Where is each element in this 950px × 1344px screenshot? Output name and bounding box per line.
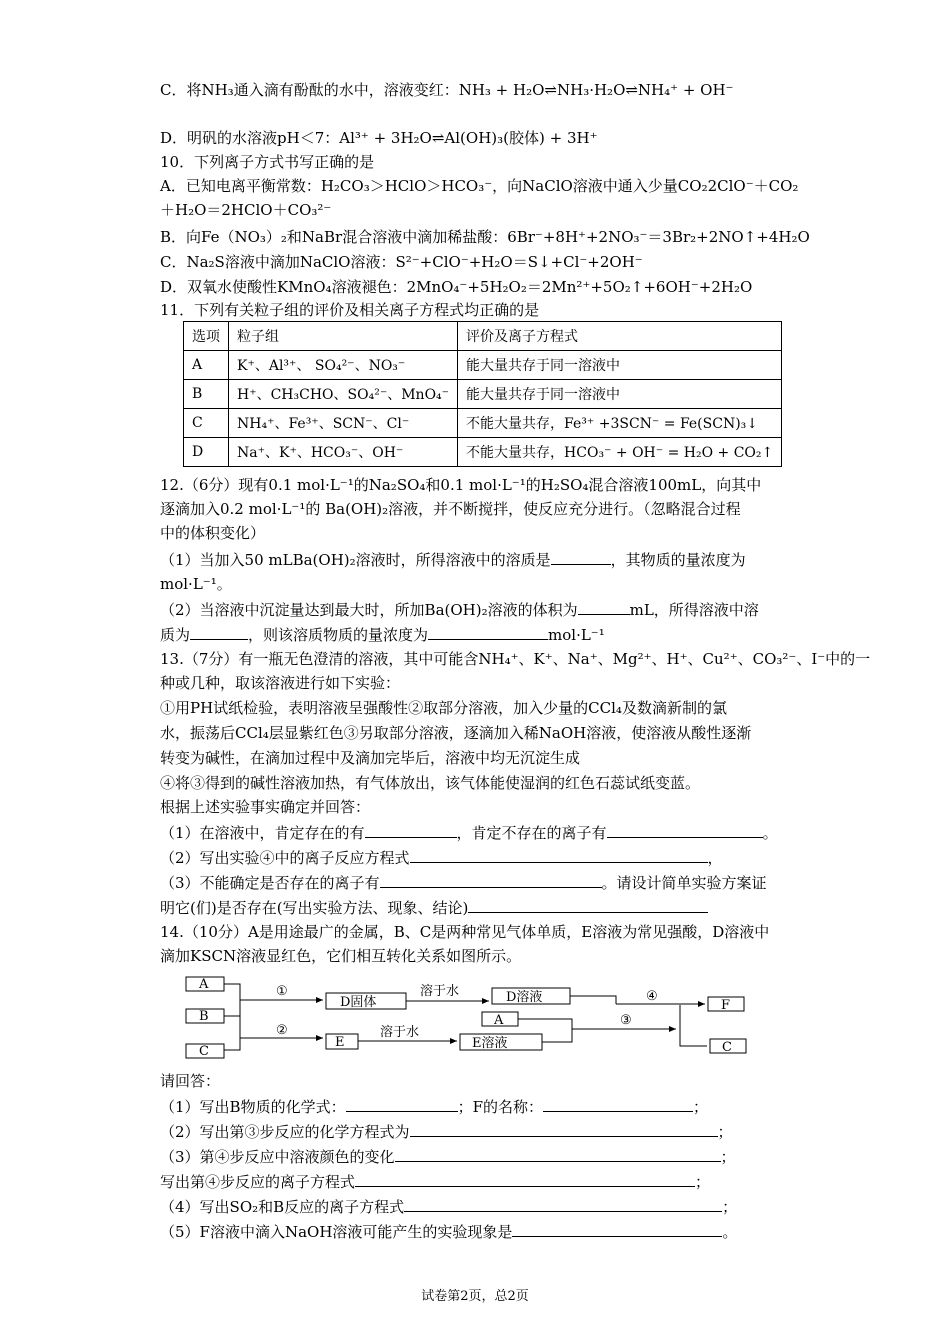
answer-blank[interactable] xyxy=(380,872,602,888)
answer-blank[interactable] xyxy=(365,822,457,838)
answer-blank[interactable] xyxy=(428,624,548,640)
label-dissolve-2: 溶于水 xyxy=(380,1025,420,1040)
answer-blank[interactable] xyxy=(190,624,248,640)
q13-line-4: 水，振荡后CCl₄层显紫红色③另取部分溶液，逐滴加入稀NaOH溶液，使溶液从酸性逐渐 xyxy=(160,724,752,742)
table-cell: 不能大量共存，HCO₃⁻ + OH⁻ = H₂O + CO₂↑ xyxy=(458,438,782,467)
label-step-3: ③ xyxy=(620,1013,632,1028)
q14-part-3-cont: 写出第④步反应的离子方程式 ； xyxy=(160,1173,711,1191)
q12-line-3: 中的体积变化） xyxy=(160,524,266,542)
table-cell: A xyxy=(184,351,229,380)
table-cell: Na⁺、K⁺、HCO₃⁻、OH⁻ xyxy=(229,438,458,467)
q12-line-1: 12.（6分）现有0.1 mol·L⁻¹的Na₂SO₄和0.1 mol·L⁻¹的H₂SO₄混合溶液100mL，向其中 xyxy=(160,476,762,494)
label-step-4: ④ xyxy=(646,989,658,1004)
label-step-1: ① xyxy=(276,984,288,999)
reaction-flow-diagram xyxy=(180,974,780,1066)
q14-part-4: （4）写出SO₂和B反应的离子方程式 ； xyxy=(160,1198,738,1216)
answer-blank[interactable] xyxy=(410,847,708,863)
q13-line-2: 种或几种，取该溶液进行如下实验： xyxy=(160,674,401,692)
table-header: 粒子组 xyxy=(229,322,458,351)
answer-blank[interactable] xyxy=(543,1096,693,1112)
table-row xyxy=(184,409,782,438)
q12-part-1: （1）当加入50 mLBa(OH)₂溶液时，所得溶液中的溶质是 ，其物质的量浓度为 xyxy=(160,551,746,569)
q14-line-1: 14.（10分）A是用途最广的金属，B、C是两种常见气体单质，E溶液为常见强酸，D溶液中 xyxy=(160,923,770,941)
connector-fc xyxy=(680,1005,707,1046)
answer-blank[interactable] xyxy=(410,1121,718,1137)
label-c-2: C xyxy=(722,1040,732,1055)
answer-blank[interactable] xyxy=(551,549,611,565)
q13-line-5: 转变为碱性，在滴加过程中及滴加完毕后，溶液中均无沉淀生成 xyxy=(160,749,581,767)
table-header: 评价及离子方程式 xyxy=(458,322,782,351)
q12-part-2: （2）当溶液中沉淀量达到最大时，所加Ba(OH)₂溶液的体积为 mL，所得溶液中溶 xyxy=(160,601,759,619)
option-c-line: C．将NH₃通入滴有酚酞的水中，溶液变红：NH₃ + H₂O⇌NH₃·H₂O⇌NH₄⁺ + OH⁻ xyxy=(160,81,734,99)
q14-line-2: 滴加KSCN溶液显红色，它们相互转化关系如图所示。 xyxy=(160,947,522,965)
answer-blank[interactable] xyxy=(512,1221,722,1237)
table-cell: B xyxy=(184,380,229,409)
q10-option-a: A．已知电离平衡常数：H₂CO₃＞HClO＞HCO₃⁻，向NaClO溶液中通入少量CO₂2ClO⁻＋CO₂ xyxy=(160,177,799,195)
bracket-ae xyxy=(518,1019,572,1042)
q10-option-c: C．Na₂S溶液中滴加NaClO溶液：S²⁻+ClO⁻+H₂O＝S↓+Cl⁻+2OH⁻ xyxy=(160,253,643,271)
table-cell: 能大量共存于同一溶液中 xyxy=(458,351,782,380)
q12-part-1-unit: mol·L⁻¹。 xyxy=(160,575,232,593)
table-header-row xyxy=(184,322,782,351)
q14-part-3: （3）第④步反应中溶液颜色的变化 ； xyxy=(160,1148,736,1166)
answer-blank[interactable] xyxy=(468,897,708,913)
label-d-solution: D溶液 xyxy=(506,990,543,1005)
table-cell: NH₄⁺、Fe³⁺、SCN⁻、Cl⁻ xyxy=(229,409,458,438)
answer-blank[interactable] xyxy=(607,822,763,838)
evaluation-table xyxy=(183,321,782,467)
answer-blank[interactable] xyxy=(355,1171,695,1187)
page-footer: 试卷第2页，总2页 xyxy=(421,1289,529,1304)
table-cell: 不能大量共存，Fe³⁺ +3SCN⁻ = Fe(SCN)₃↓ xyxy=(458,409,782,438)
label-e-solution: E溶液 xyxy=(472,1036,508,1051)
q14-part-5: （5）F溶液中滴入NaOH溶液可能产生的实验现象是 。 xyxy=(160,1223,738,1241)
label-a: A xyxy=(199,977,209,992)
q12-part-2-cont: 质为 ，则该溶质物质的量浓度为 mol·L⁻¹ xyxy=(160,626,605,644)
label-c: C xyxy=(199,1044,209,1059)
bracket-ab xyxy=(224,984,240,1016)
table-row xyxy=(184,438,782,467)
label-d-solid: D固体 xyxy=(340,995,377,1010)
answer-blank[interactable] xyxy=(395,1146,721,1162)
bracket-bc xyxy=(224,1016,240,1050)
q13-part-3-cont: 明它(们)是否存在(写出实验方法、现象、结论) xyxy=(160,897,708,918)
answer-blank[interactable] xyxy=(404,1196,722,1212)
q13-part-1: （1）在溶液中，肯定存在的有 ，肯定不存在的离子有 。 xyxy=(160,824,778,842)
q13-line-3: ①用PH试纸检验，表明溶液呈强酸性②取部分溶液，加入少量的CCl₄及数滴新制的氯 xyxy=(160,699,727,717)
q11-title: 11．下列有关粒子组的评价及相关离子方程式均正确的是 xyxy=(160,301,540,319)
q13-part-2: （2）写出实验④中的离子反应方程式 ， xyxy=(160,849,723,867)
q13-line-7: 根据上述实验事实确定并回答： xyxy=(160,798,371,816)
q13-line-6: ④将③得到的碱性溶液加热，有气体放出，该气体能使湿润的红色石蕊试纸变蓝。 xyxy=(160,774,701,792)
label-step-2: ② xyxy=(276,1023,288,1038)
label-a-2: A xyxy=(494,1013,504,1028)
table-cell: K⁺、Al³⁺、 SO₄²⁻、NO₃⁻ xyxy=(229,351,458,380)
answer-blank[interactable] xyxy=(578,599,630,615)
q14-part-2: （2）写出第③步反应的化学方程式为 ； xyxy=(160,1123,733,1141)
label-f: F xyxy=(721,998,731,1013)
label-b: B xyxy=(199,1009,209,1024)
q10-option-b: B．向Fe（NO₃）₂和NaBr混合溶液中滴加稀盐酸：6Br⁻+8H⁺+2NO₃⁻＝3Br₂+2NO↑+4H₂O xyxy=(160,228,810,246)
q13-part-3: （3）不能确定是否存在的离子有 。请设计简单实验方案证 xyxy=(160,874,767,892)
q14-ask: 请回答： xyxy=(160,1072,221,1090)
q10-option-d: D．双氧水使酸性KMnO₄溶液褪色：2MnO₄⁻+5H₂O₂＝2Mn²⁺+5O₂↑+6OH⁻+2H₂O xyxy=(160,278,753,296)
q10-title: 10．下列离子方式书写正确的是 xyxy=(160,153,375,171)
q10-option-a-cont: ＋H₂O＝2HClO＋CO₃²⁻ xyxy=(160,201,332,219)
connector-d xyxy=(570,996,616,1004)
label-e: E xyxy=(335,1035,345,1050)
table-header: 选项 xyxy=(184,322,229,351)
table-cell: C xyxy=(184,409,229,438)
table-cell: H⁺、CH₃CHO、SO₄²⁻、MnO₄⁻ xyxy=(229,380,458,409)
q14-part-1: （1）写出B物质的化学式： ；F的名称： ； xyxy=(160,1098,709,1116)
table-cell: D xyxy=(184,438,229,467)
label-dissolve-1: 溶于水 xyxy=(420,984,460,999)
table-row xyxy=(184,380,782,409)
q12-line-2: 逐滴加入0.2 mol·L⁻¹的 Ba(OH)₂溶液，并不断搅拌，使反应充分进行。（忽略混合过程 xyxy=(160,500,741,518)
option-d-line: D．明矾的水溶液pH＜7：Al³⁺ + 3H₂O⇌Al(OH)₃(胶体) + 3H⁺ xyxy=(160,129,598,147)
table-row xyxy=(184,351,782,380)
q13-line-1: 13.（7分）有一瓶无色澄清的溶液，其中可能含NH₄⁺、K⁺、Na⁺、Mg²⁺、H⁺、Cu²⁺、CO₃²⁻、I⁻中的一 xyxy=(160,650,871,668)
table-cell: 能大量共存于同一溶液中 xyxy=(458,380,782,409)
answer-blank[interactable] xyxy=(346,1096,458,1112)
